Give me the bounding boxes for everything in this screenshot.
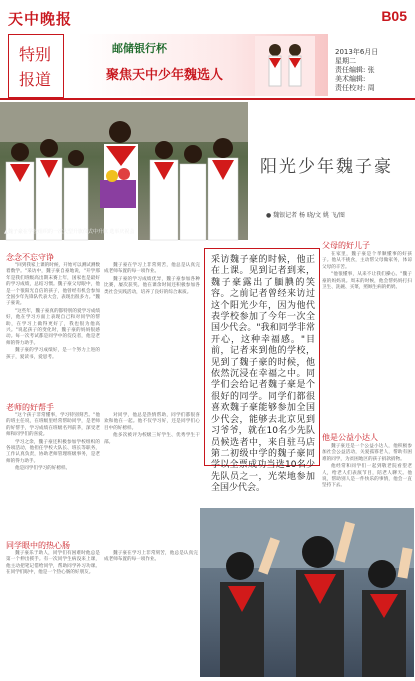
special-label-1: 特别	[19, 45, 52, 64]
highlight-box	[204, 248, 320, 494]
column-2-top: 魏子豪在学习上非常刻苦，他总是认真完成老师布置的每一项作业。 魏子豪的学习成绩优异，魏子豪参加各种比赛，屡次获奖。他在课余时间还积极参加各类社会实践活动，培养了良好的综合素质。	[104, 263, 200, 295]
hero-caption: ▲魏子豪在学校组织的一次大型升旗仪式中升旗 选举庆祝会	[4, 229, 135, 235]
section-heading-3: 同学眼中的热心肠	[6, 541, 70, 550]
sponsor-title: 邮储银行杯	[112, 42, 167, 55]
section-heading-4: 父母的好儿子	[322, 241, 370, 250]
section-heading-2: 老师的好帮手	[6, 403, 54, 412]
column-1-mid: "这个孩子非常懂事，学习特别刻苦。"他的班主任说，在班级里经常帮助同学，是老师的好帮手，学习成绩在班级名列前茅，深受老师和同学们的喜爱。 学习之余，魏子豪还积极参加学校组织的各项活动，他担任学校大队长、班长等职务，工作认真负责，协助老师管理班级事务，是老师的得力助手。 他是同学们学习的好榜样。	[6, 413, 100, 472]
column-2-mid: 对同学，他总是热情帮助，同学们都很喜欢和他在一起。他不仅学习好，还是同学们心目中的好榜样。 他多次被评为校级三好学生、优秀学生干部。	[104, 413, 200, 445]
article-title: 阳光少年魏子豪	[260, 157, 393, 177]
page-number: B05	[381, 8, 407, 24]
section-heading-5: 他是公益小达人	[322, 433, 378, 442]
header-divider	[0, 98, 415, 100]
byline: ● 魏银记者 杨 晓/文 姚 飞/图	[266, 212, 345, 219]
highlight-text: 采访魏子豪的时候，他正在上课。见到记者到来，魏子豪露出了腼腆的笑容。之前记者曾经来访过这个阳光少年，因为他代表学校参加了今年一次全国少代会。"我和同学非常开心，这种幸福感。"目前，记者来到他的学校，见到了魏子豪的时候，他依然沉浸在幸福之中。同学们会给记者魏子豪是个很好的同学。同学们都很喜欢魏子豪能够参加全国少代会，能够去北京见到习爷爷，就在10名少先队员候选者中，来自驻马店第二初级中学的魏子豪同学以全票成功当选10名少先队员之一，光荣地参加全国少代会。	[211, 255, 315, 494]
column-1-bottom: 魏子豪乐于助人，同学们有困难时他总是第一个伸出援手。有一次同学生病没来上课，他主动把笔记借给同学，帮助同学补习功课。在同学们眼中，他是一个热心肠的好朋友。	[6, 551, 100, 576]
column-2-bottom: 魏子豪在学习上非常刻苦，他总是认真完成老师布置的每一项作业。	[104, 551, 198, 563]
salute-photo	[200, 508, 414, 677]
banner-kids-image	[255, 36, 315, 96]
column-3-top: 在家里，魏子豪是个孝顺懂事的好孩子。他从不挑食，主动帮父母做家务，体谅父母的辛苦。 "他很懂事，从来不让我们操心。"魏子豪的妈妈说。周末的时候，他会帮妈妈打扫卫生、洗碗、买菜，照顾生病的奶奶。	[322, 252, 412, 291]
column-1-top: "回到我家上课的时候，开始可以测试测数着数学。"采访中，魏子豪自豪地说，"开学那年是我们班级高出期末赛上年，国家也是最好的学习成绩，总结习惯。魏子豪父母眼中，他是一个很阳光自信的孩子，他曾经有机会参加全国少年先锋队代表大会，表现出很多力。"魏子豪说。 "这些年，魏子豪真的都特别的爱学习成绩好，他在学习方面上表现自己和对同学的帮助，在学习上做得更好了，我也很为他高兴。"说起孩子的变化时，魏子豪的妈妈很感动。每一次考试都是同学中的佼佼者，他是老师的得力助手。 魏子豪的学习成绩好，是一个努力上进的孩子，爱读书，爱思考。	[6, 263, 100, 360]
issue-meta: 2013年6月日 星期二 责任编辑: 张 美术编辑: 责任校对: 周	[335, 48, 379, 92]
banner-headline: 聚焦天中少年魏选人	[106, 68, 224, 83]
hero-photo	[0, 102, 248, 240]
column-3-bottom: 魏子豪还是一个公益小达人，他积极参加社会公益活动，关爱孤寡老人，帮助有困难的同学，为贫困地区的孩子捐款捐物。 他经常和同学们一起到敬老院看望老人，给老人们表演节目，陪老人聊天。他说，帮助别人是一件快乐的事情，他会一直坚持下去。	[322, 444, 412, 489]
section-heading-1: 念念不忘守诤	[6, 253, 54, 262]
special-report-box	[8, 34, 64, 98]
special-label-2: 报道	[19, 70, 52, 89]
newspaper-logo: 天中晚报	[8, 10, 73, 28]
masthead	[0, 0, 415, 34]
